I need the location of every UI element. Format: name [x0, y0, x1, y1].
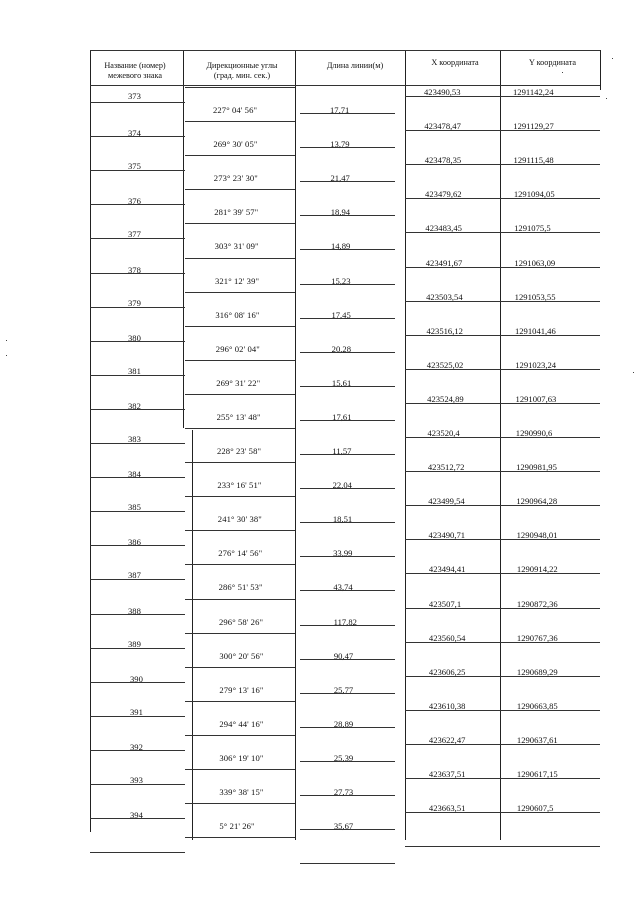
row-rule [405, 198, 500, 199]
directional-angle: 306° 19' 10" [219, 752, 264, 763]
row-rule [500, 573, 600, 574]
row-rule [90, 204, 185, 205]
row-rule [185, 87, 295, 88]
y-coordinate: 1290607,5 [516, 803, 554, 814]
row-rule [185, 155, 295, 156]
row-rule [405, 130, 500, 131]
directional-angle: 241° 30' 38" [217, 514, 262, 525]
row-rule [300, 215, 395, 216]
row-rule [90, 238, 185, 239]
row-rule [300, 590, 395, 591]
directional-angle: 316° 08' 16" [215, 309, 260, 320]
row-rule [185, 667, 295, 668]
row-rule [405, 744, 500, 745]
x-coordinate: 423499,54 [428, 496, 465, 507]
row-rule [405, 369, 500, 370]
scan-speck [562, 72, 563, 73]
row-rule [500, 198, 600, 199]
row-rule [500, 437, 600, 438]
row-rule [90, 818, 185, 819]
row-rule [90, 102, 185, 103]
y-coordinate: 1290872,36 [516, 598, 558, 609]
directional-angle: 5° 21' 26" [219, 821, 255, 832]
scan-speck [606, 98, 607, 99]
directional-angle: 269° 30' 05" [213, 139, 258, 150]
x-coordinate: 423610,38 [428, 700, 466, 711]
y-coordinate: 1291007,63 [515, 393, 557, 404]
line-length: 22,04 [332, 480, 352, 491]
row-rule [500, 471, 600, 472]
row-rule [300, 659, 395, 660]
point-name: 374 [128, 128, 141, 139]
point-name: 385 [128, 502, 141, 513]
table-right-border [600, 50, 601, 90]
line-length: 18,51 [332, 514, 353, 525]
row-rule [500, 232, 600, 233]
row-rule [90, 307, 185, 308]
row-rule [90, 682, 185, 683]
row-rule [500, 642, 600, 643]
row-rule [185, 701, 295, 702]
row-rule [500, 846, 600, 847]
directional-angle: 281° 39' 57" [214, 207, 259, 218]
scan-speck [612, 58, 613, 59]
point-name: 380 [128, 332, 141, 343]
y-coordinate: 1290948,01 [516, 530, 558, 541]
point-name: 379 [128, 297, 141, 308]
row-rule [500, 164, 600, 165]
header-length: Длина линии(м) [326, 61, 384, 70]
row-rule [90, 341, 185, 342]
row-rule [300, 693, 395, 694]
row-rule [405, 676, 500, 677]
column-divider [405, 50, 406, 840]
directional-angle: 233° 16' 51" [217, 480, 262, 491]
point-name: 386 [128, 537, 141, 548]
x-coordinate: 423483,45 [425, 223, 462, 234]
header-angle-line1: Дирекционные углы [206, 61, 278, 70]
y-coordinate: 1290689,29 [516, 666, 558, 677]
row-rule [500, 301, 600, 302]
row-rule [185, 462, 295, 463]
directional-angle: 296° 02' 04" [215, 343, 260, 354]
column-divider [500, 50, 501, 840]
point-name: 391 [130, 706, 143, 717]
row-rule [405, 642, 500, 643]
header-bottom-line [90, 85, 600, 86]
row-rule [405, 403, 500, 404]
line-length: 15,61 [331, 377, 352, 388]
directional-angle: 276° 14' 56" [218, 548, 263, 559]
line-length: 14,89 [330, 241, 351, 252]
directional-angle: 255° 13' 48" [216, 411, 261, 422]
x-coordinate: 423560,54 [428, 632, 466, 643]
row-rule [500, 403, 600, 404]
row-rule [500, 608, 600, 609]
row-rule [185, 326, 295, 327]
x-coordinate: 423525,02 [426, 359, 464, 370]
line-length: 21,47 [330, 173, 350, 184]
scan-speck [6, 340, 7, 341]
row-rule [300, 318, 395, 319]
row-rule [500, 539, 600, 540]
row-rule [300, 284, 395, 285]
row-rule [185, 394, 295, 395]
row-rule [405, 267, 500, 268]
row-rule [185, 258, 295, 259]
row-rule [300, 727, 395, 728]
row-rule [185, 769, 295, 770]
row-rule [90, 443, 185, 444]
point-name: 376 [128, 196, 141, 207]
x-coordinate: 423663,51 [428, 803, 466, 814]
directional-angle: 228° 23' 58" [217, 446, 262, 456]
y-coordinate: 1291142,24 [513, 87, 554, 97]
row-rule [185, 360, 295, 361]
y-coordinate: 1291129,27 [513, 121, 554, 132]
row-rule [500, 744, 600, 745]
line-length: 17,71 [330, 105, 350, 115]
row-rule [405, 505, 500, 506]
x-coordinate: 423512,72 [427, 462, 465, 473]
row-rule [300, 420, 395, 421]
row-rule [500, 812, 600, 813]
row-rule [500, 335, 600, 336]
row-rule [300, 761, 395, 762]
row-rule [300, 454, 395, 455]
y-coordinate: 1290767,36 [516, 632, 558, 643]
point-name: 387 [128, 570, 141, 581]
row-rule [185, 189, 295, 190]
y-coordinate: 1291075,5 [514, 223, 551, 234]
directional-angle: 294° 44' 16" [219, 718, 264, 729]
row-rule [300, 488, 395, 489]
row-rule [500, 676, 600, 677]
header-angle [188, 61, 296, 80]
row-rule [405, 471, 500, 472]
x-coordinate: 423490,53 [424, 87, 461, 97]
directional-angle: 279° 13' 16" [219, 684, 264, 695]
line-length: 25,39 [333, 752, 354, 763]
row-rule [90, 375, 185, 376]
row-rule [300, 625, 395, 626]
row-rule [405, 608, 500, 609]
y-coordinate: 1291094,05 [513, 189, 555, 200]
x-coordinate: 423503,54 [426, 291, 463, 302]
x-coordinate: 423622,47 [428, 734, 466, 745]
row-rule [90, 852, 185, 853]
x-coordinate: 423478,35 [424, 155, 462, 166]
line-length: 25,77 [333, 684, 354, 695]
x-coordinate: 423491,67 [425, 257, 463, 268]
row-rule [185, 837, 295, 838]
row-rule [405, 812, 500, 813]
y-coordinate: 1290964,28 [516, 496, 558, 507]
row-rule [185, 599, 295, 600]
y-coordinate: 1291023,24 [515, 359, 557, 370]
x-coordinate: 423520,4 [427, 428, 460, 438]
row-rule [405, 573, 500, 574]
point-name: 394 [130, 810, 143, 821]
row-rule [500, 96, 600, 97]
y-coordinate: 1290637,61 [516, 734, 558, 745]
directional-angle: 321° 12' 39" [215, 275, 260, 286]
row-rule [500, 505, 600, 506]
row-rule [185, 633, 295, 634]
line-length: 35,67 [333, 821, 354, 832]
column-divider [192, 430, 193, 840]
row-rule [405, 164, 500, 165]
header-angle-line2: (град. мин. сек.) [213, 70, 271, 80]
y-coordinate: 1290663,85 [516, 700, 558, 711]
line-length: 11,57 [332, 446, 352, 456]
y-coordinate: 1290914,22 [516, 564, 558, 575]
line-length: 13,79 [330, 139, 350, 150]
x-coordinate: 423516,12 [426, 325, 463, 336]
row-rule [300, 113, 395, 114]
row-rule [185, 803, 295, 804]
x-coordinate: 423524,89 [427, 393, 464, 404]
header-x: X координата [431, 58, 479, 67]
row-rule [185, 564, 295, 565]
row-rule [90, 273, 185, 274]
row-rule [185, 223, 295, 224]
row-rule [90, 136, 185, 137]
row-rule [405, 778, 500, 779]
row-rule [405, 437, 500, 438]
point-name: 388 [128, 605, 141, 616]
line-length: 15,23 [331, 275, 351, 286]
row-rule [300, 386, 395, 387]
directional-angle: 269° 31' 22" [216, 377, 261, 388]
row-rule [405, 335, 500, 336]
row-rule [185, 496, 295, 497]
directional-angle: 303° 31' 09" [214, 241, 259, 252]
table-left-border [90, 50, 91, 832]
point-name: 375 [128, 161, 141, 172]
y-coordinate: 1291053,55 [514, 291, 556, 302]
line-length: 43,74 [333, 582, 353, 593]
row-rule [90, 716, 185, 717]
y-coordinate: 1290981,95 [516, 462, 557, 473]
row-rule [300, 249, 395, 250]
row-rule [300, 556, 395, 557]
row-rule [90, 511, 185, 512]
point-name: 382 [128, 400, 141, 411]
row-rule [90, 784, 185, 785]
header-name-line1: Название (номер) [104, 61, 166, 70]
line-length: 90,47 [333, 650, 354, 661]
x-coordinate: 423606,25 [428, 666, 466, 677]
row-rule [300, 522, 395, 523]
line-length: 18,94 [330, 207, 351, 218]
x-coordinate: 423494,41 [428, 564, 466, 575]
x-coordinate: 423479,62 [425, 189, 462, 200]
table-top-border [90, 50, 600, 51]
row-rule [90, 477, 185, 478]
y-coordinate: 1290990,6 [515, 428, 553, 438]
line-length: 17,61 [332, 411, 352, 422]
row-rule [500, 710, 600, 711]
directional-angle: 296° 58' 26" [219, 616, 264, 627]
row-rule [500, 267, 600, 268]
point-name: 384 [128, 469, 141, 480]
row-rule [90, 648, 185, 649]
row-rule [185, 735, 295, 736]
row-rule [90, 545, 185, 546]
row-rule [185, 292, 295, 293]
point-name: 390 [130, 673, 143, 684]
row-rule [500, 369, 600, 370]
point-name: 389 [128, 638, 141, 649]
scan-speck [6, 355, 7, 356]
line-length: 20,28 [331, 343, 352, 354]
point-name: 393 [130, 775, 143, 785]
line-length: 27,73 [333, 787, 354, 797]
header-y: Y координата [528, 58, 577, 67]
header-name [90, 61, 180, 80]
directional-angle: 227° 04' 56" [213, 105, 258, 115]
directional-angle: 300° 20' 56" [219, 650, 264, 661]
row-rule [500, 130, 600, 131]
line-length: 28,89 [333, 718, 354, 729]
point-name: 392 [130, 741, 143, 752]
row-rule [300, 863, 395, 864]
scan-speck [633, 372, 634, 373]
x-coordinate: 423478,47 [424, 121, 461, 132]
x-coordinate: 423637,51 [428, 769, 466, 779]
row-rule [405, 710, 500, 711]
y-coordinate: 1291041,46 [514, 325, 556, 336]
row-rule [300, 181, 395, 182]
point-name: 378 [128, 264, 141, 275]
row-rule [90, 750, 185, 751]
header-name-line2: межевого знака [108, 70, 162, 80]
directional-angle: 339° 38' 15" [219, 787, 264, 797]
row-rule [185, 121, 295, 122]
row-rule [90, 579, 185, 580]
point-name: 373 [128, 91, 141, 101]
row-rule [405, 846, 500, 847]
y-coordinate: 1291115,48 [513, 155, 554, 166]
row-rule [90, 409, 185, 410]
row-rule [90, 170, 185, 171]
point-name: 381 [128, 365, 141, 376]
column-divider [295, 50, 296, 840]
row-rule [405, 96, 500, 97]
y-coordinate: 1291063,09 [514, 257, 556, 268]
row-rule [405, 232, 500, 233]
line-length: 17,45 [331, 309, 351, 320]
row-rule [185, 530, 295, 531]
row-rule [405, 301, 500, 302]
directional-angle: 273° 23' 30" [213, 173, 258, 184]
row-rule [405, 539, 500, 540]
row-rule [300, 352, 395, 353]
row-rule [300, 795, 395, 796]
x-coordinate: 423507,1 [428, 598, 462, 609]
directional-angle: 286° 51' 53" [218, 582, 263, 593]
row-rule [90, 614, 185, 615]
row-rule [300, 147, 395, 148]
y-coordinate: 1290617,15 [516, 769, 558, 779]
row-rule [185, 428, 295, 429]
row-rule [500, 778, 600, 779]
point-name: 377 [128, 229, 141, 240]
x-coordinate: 423490,71 [428, 530, 466, 541]
line-length: 117,82 [333, 616, 357, 627]
line-length: 33,99 [333, 548, 353, 559]
row-rule [300, 829, 395, 830]
point-name: 383 [128, 434, 141, 444]
